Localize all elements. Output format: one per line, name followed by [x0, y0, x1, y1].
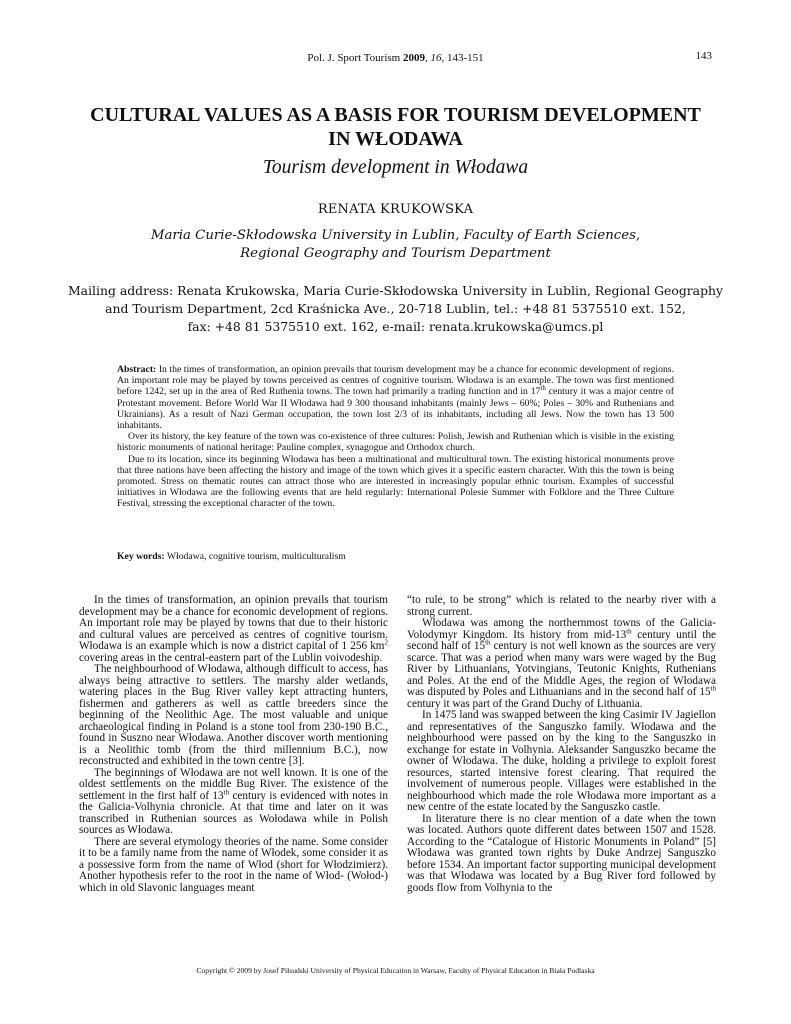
- keywords-text: Włodawa, cognitive tourism, multiculturalism: [164, 551, 346, 562]
- keywords: [117, 551, 674, 562]
- mailing-line-3: fax: +48 81 5375510 ext. 162, e-mail: renata.krukowska@umcs.pl: [187, 319, 604, 334]
- body-text: century it was part of the Grand Duchy of Lithuania.: [407, 697, 643, 710]
- superscript: th: [626, 626, 632, 635]
- body-paragraph: [79, 768, 388, 837]
- body-paragraph: In 1475 land was swapped between the king Casimir IV Jagiellon and representatives of the Sanguszko family. Włodawa and the neighbourhood were passed on by the king to the Sanguszko in exchange for estate in Volhynia. Aleksander Sanguszko became the owner of Włodawa. The duke, holding a privilege to exploit forest resources, started intensive forest clearing. That required the involvement of numerous people. Villages were established in the neighbourhood which made the role Włodawa more important as a new centre of the estate located by the Sanguszko castle.: [407, 709, 716, 813]
- body-paragraph: The neighbourhood of Włodawa, although difficult to access, has always being attractive to settlers. The marshy alder wetlands, watering places in the Bug River valley kept attracting hunters, fishermen and gatherers as well as cattle breeders since the beginning of the Neolithic Age. The most valuable and unique archaeological finding in Poland is a stone tool from 230-190 B.C., found in Suszno near Włodawa. Another discover worth mentioning is a Neolithic tomb (from the third millennium B.C.), now reconstructed and exhibited in the town centre [3].: [79, 663, 388, 767]
- paper-title: [60, 103, 731, 151]
- body-text: century until the second half of 15: [407, 628, 717, 652]
- title-line-2: IN WŁODAWA: [328, 128, 463, 150]
- body-text: In the times of transformation, an opinion prevails that tourism development may be a chance for economic development of regions. An important role may be played by towns that due to their historic and cultural values are perceived as centres of cognitive tourism. Włodawa is an example which is now a district capital of 1 256 km: [79, 594, 388, 652]
- journal-prefix: Pol. J. Sport Tourism: [307, 52, 403, 64]
- superscript: th: [710, 684, 716, 693]
- mailing-line-2: and Tourism Department, 2cd Kraśnicka Ave., 20-718 Lublin, tel.: +48 81 5375510 ext. 152,: [105, 301, 686, 316]
- abstract-paragraph: Over its history, the key feature of the town was co-existence of three cultures: Polish, Jewish and Ruthenian which is visible in the existing historic monuments of national heritage: Pauline complex, synagogue and Orthodox church.: [117, 431, 674, 454]
- title-line-1: CULTURAL VALUES AS A BASIS FOR TOURISM DEVELOPMENT: [90, 104, 701, 126]
- affiliation-line-1: Maria Curie-Skłodowska University in Lublin, Faculty of Earth Sciences,: [150, 228, 641, 243]
- body-column-left: [79, 595, 388, 894]
- copyright-footer: Copyright © 2009 by Josef Piłsudski University of Physical Education in Warsaw, Faculty of Physical Education in Biała Podlaska: [196, 966, 595, 975]
- abstract-text: century it was a major centre of Protestant movement. Before World War II Włodawa had 9 300 thousand inhabitants (mainly Jews – 60%; Poles – 30% and Ruthenians and Ukrainians). As a result of Nazi German occupation, the town lost 2/3 of its inhabitants, including all Jews. Now the town has 13 500 inhabitants.: [117, 386, 674, 432]
- journal-volume: 16: [430, 52, 442, 64]
- citation-separator: ,: [424, 52, 431, 64]
- body-text: The beginnings of Włodawa are not well known. It is one of the oldest settlements on the middle Bug River. The existence of the settlement in the first half of 13: [79, 766, 388, 802]
- body-column-right: [407, 595, 716, 894]
- body-paragraph: [407, 618, 716, 710]
- abstract: [117, 364, 674, 510]
- abstract-text: In the times of transformation, an opinion prevails that tourism development may be a chance for economic development of regions. An important role may be played by towns perceived as centres of cognitive tourism. Włodawa is an example. The town was first mentioned before 1242, set up in the area of Red Ruthenia towns. The town had primarily a trading function and in 17: [117, 364, 674, 398]
- journal-pages: , 143-151: [441, 52, 484, 64]
- superscript: 2: [384, 638, 388, 647]
- mailing-line-1: Mailing address: Renata Krukowska, Maria Curie-Skłodowska University in Lublin, Regional Geography: [68, 283, 723, 298]
- superscript: th: [540, 384, 546, 393]
- abstract-paragraph: Due to its location, since its beginning Włodawa has been a multinational and multicultural town. The existing historical monuments prove that three nations have been affecting the history and image of the town which gives it a specific eastern character. With this the town is being promoted. Stress on thematic routes can attract those who are interested in increasingly popular ethnic tourism. Examples of successful initiatives in Włodawa are the following events that are held regularly: International Polesie Summer with Folklore and the Three Culture Festival, stressing the exceptional character of the town.: [117, 453, 674, 510]
- abstract-paragraph: [117, 364, 674, 431]
- journal-citation: [0, 52, 791, 64]
- keywords-label: Key words:: [117, 551, 165, 562]
- paper-subtitle: Tourism development in Włodawa: [262, 157, 529, 178]
- abstract-label: Abstract:: [117, 364, 157, 375]
- superscript: th: [223, 787, 230, 796]
- body-text: covering areas in the central-eastern part of the Lublin voivodeship.: [79, 651, 383, 664]
- author-name: RENATA KRUKOWSKA: [317, 202, 474, 217]
- body-text: Włodawa was among the northernmost towns of the Galicia-Volodymyr Kingdom. Its history from mid-13: [407, 617, 716, 641]
- body-text: century is evidenced with notes in the Galicia-Volhynia chronicle. At that time and later on it was transcribed in Ruthenian sources as Wołodawa while in Polish sources as Włodawa.: [79, 789, 388, 836]
- author-affiliation: [90, 227, 701, 263]
- body-paragraph: There are several etymology theories of the name. Some consider it to be a family name from the name of Włodek, some consider it as a possessive form from the name of Włod (short for Włodzimierz). Another hypothesis refer to the root in the name of Włod- (Wołod-) which in old Slavonic languages meant: [79, 835, 388, 894]
- body-paragraph: “to rule, to be strong” which is related to the nearby river with a strong current.: [407, 594, 716, 618]
- page-number: 143: [695, 50, 712, 62]
- mailing-address: [60, 282, 731, 336]
- superscript: th: [485, 638, 491, 647]
- body-text: century is not well known as the sources are very scarce. That was a period when many wars were waged by the Bug River by Lithuanians, Yotvingians, Teutonic Knights, Ruthenians and Poles. At the end of the Middle Ages, the region of Włodawa was disputed by Poles and Lithuanians and in the second half of 15: [407, 640, 716, 698]
- body-paragraph: In literature there is no clear mention of a date when the town was located. Authors quote different dates between 1507 and 1528. According to the “Catalogue of Historic Monuments in Poland” [5] Włodawa was granted town rights by Duke Andrzej Sanguszko before 1534. An important factor supporting municipal development was that Włodawa was located by a Bug River ford followed by goods flow from Volhynia to the: [407, 812, 716, 894]
- affiliation-line-2: Regional Geography and Tourism Department: [240, 246, 551, 261]
- journal-year: 2009: [402, 52, 425, 64]
- body-paragraph: [79, 595, 388, 664]
